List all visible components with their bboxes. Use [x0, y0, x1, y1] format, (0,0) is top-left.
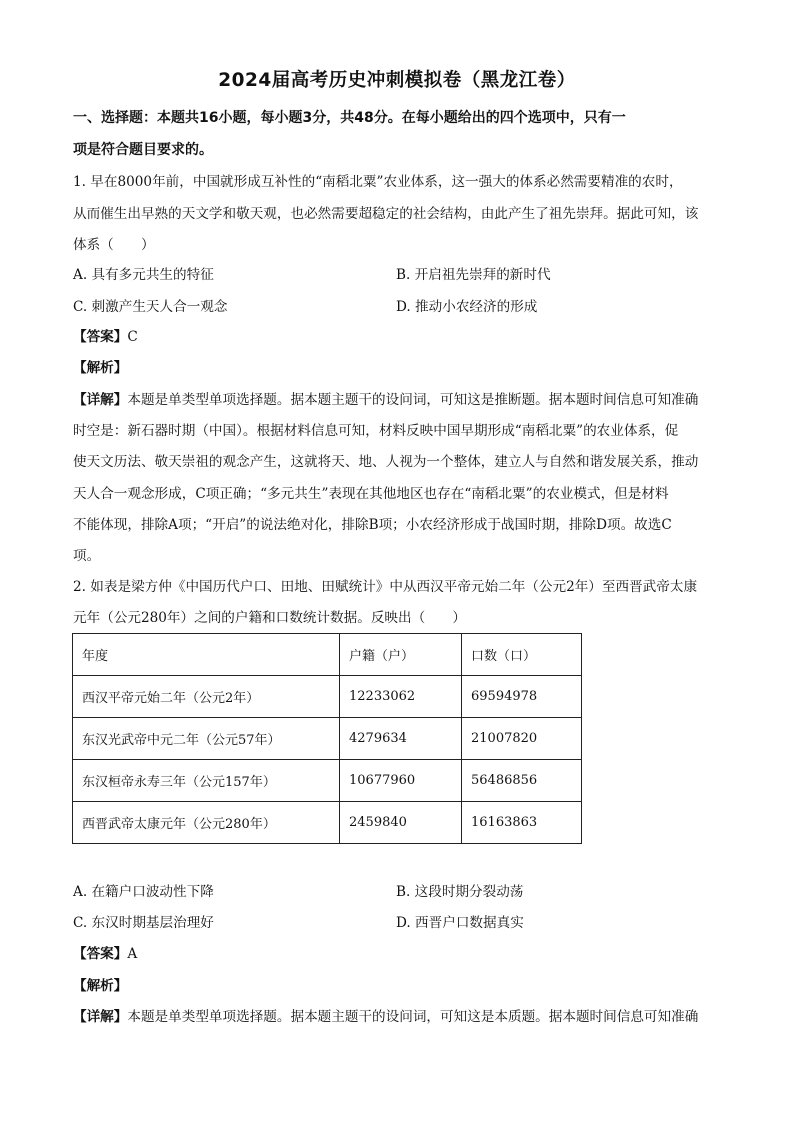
table-header-cell: 户籍（户） [340, 634, 462, 676]
table-row [73, 676, 582, 718]
q1-option-b: B. 开启祖先崇拜的新时代 [396, 267, 551, 283]
q1-detail-line-5: 不能体现，排除A项；“开启”的说法绝对化，排除B项；小农经济形成于战国时期，排除D项。故选C [73, 517, 672, 533]
table-header-cell: 口数（口） [462, 634, 582, 676]
q1-option-c: C. 刺激产生天人合一观念 [73, 299, 228, 315]
table-row [73, 718, 582, 760]
q1-detail-line-2: 时空是：新石器时期（中国）。根据材料信息可知，材料反映中国早期形成“南稻北粟”的农业体系，促 [73, 423, 679, 439]
q1-answer-value: C [127, 329, 138, 345]
table-cell-households: 12233062 [340, 676, 462, 718]
q1-stem-line-2: 从而催生出早熟的天文学和敬天观，也必然需要超稳定的社会结构，由此产生了祖先崇拜。据此可知，该 [73, 206, 699, 222]
section-heading-line-2: 项是符合题目要求的。 [73, 142, 213, 158]
table-cell-households: 4279634 [340, 718, 462, 760]
q1-option-a: A. 具有多元共生的特征 [73, 267, 214, 283]
table-header-row [73, 634, 582, 676]
q1-answer-label: 【答案】 [73, 329, 128, 345]
q2-option-a: A. 在籍户口波动性下降 [73, 884, 214, 900]
q2-detail-text-1: 本题是单类型单项选择题。据本题主题干的设问词，可知这是本质题。据本题时间信息可知准确 [127, 1009, 699, 1025]
page-title: 2024届高考历史冲刺模拟卷（黑龙江卷） [218, 70, 576, 91]
table-cell-year: 西汉平帝元始二年（公元2年） [73, 676, 340, 718]
q1-analysis-label [73, 359, 127, 377]
table-row [73, 760, 582, 802]
q1-detail-line-6: 项。 [73, 548, 101, 564]
q2-detail-label: 【详解】 [73, 1009, 128, 1025]
table-cell-year: 东汉光武帝中元二年（公元57年） [73, 718, 340, 760]
q2-answer [73, 945, 137, 963]
table-cell-year: 西晋武帝太康元年（公元280年） [73, 802, 340, 844]
section-heading-line-1: 一、选择题：本题共16小题，每小题3分，共48分。在每小题给出的四个选项中，只有一 [73, 110, 626, 126]
q2-analysis-label [73, 977, 127, 995]
table-row [73, 802, 582, 844]
q2-answer-label: 【答案】 [73, 946, 128, 962]
population-table [72, 633, 582, 844]
q1-stem-line-3: 体系（ ） [73, 237, 155, 253]
q2-option-b: B. 这段时期分裂动荡 [396, 884, 524, 900]
table-cell-population: 69594978 [462, 676, 582, 718]
q1-detail-line-1 [73, 391, 698, 409]
q1-analysis-label-text: 【解析】 [73, 360, 128, 376]
q1-option-d: D. 推动小农经济的形成 [396, 299, 538, 315]
table-header-cell: 年度 [73, 634, 340, 676]
table-cell-households: 2459840 [340, 802, 462, 844]
q2-stem-line-1: 2. 如表是梁方仲《中国历代户口、田地、田赋统计》中从西汉平帝元始二年（公元2年）至西晋武帝太康 [73, 579, 698, 595]
q2-analysis-label-text: 【解析】 [73, 978, 128, 994]
q1-detail-label: 【详解】 [73, 392, 128, 408]
q1-detail-text-1: 本题是单类型单项选择题。据本题主题干的设问词，可知这是推断题。据本题时间信息可知准确 [127, 392, 699, 408]
table-cell-population: 21007820 [462, 718, 582, 760]
table-cell-year: 东汉桓帝永寿三年（公元157年） [73, 760, 340, 802]
table-cell-population: 16163863 [462, 802, 582, 844]
q1-stem-line-1: 1. 早在8000年前，中国就形成互补性的“南稻北粟”农业体系，这一强大的体系必然需要精准的农时， [73, 174, 683, 190]
q1-detail-line-3: 使天文历法、敬天崇祖的观念产生，这就将天、地、人视为一个整体，建立人与自然和谐发展关系，推动 [73, 454, 699, 470]
q2-option-d: D. 西晋户口数据真实 [396, 915, 524, 931]
q2-detail-line-1 [73, 1008, 698, 1026]
q2-stem-line-2: 元年（公元280年）之间的户籍和口数统计数据。反映出（ ） [73, 610, 466, 626]
table-cell-households: 10677960 [340, 760, 462, 802]
q2-option-c: C. 东汉时期基层治理好 [73, 915, 214, 931]
q1-answer [73, 328, 138, 346]
table-cell-population: 56486856 [462, 760, 582, 802]
q2-answer-value: A [127, 946, 138, 962]
q1-detail-line-4: 天人合一观念形成，C项正确；“多元共生”表现在其他地区也存在“南稻北粟”的农业模式，但是材料 [73, 486, 669, 502]
